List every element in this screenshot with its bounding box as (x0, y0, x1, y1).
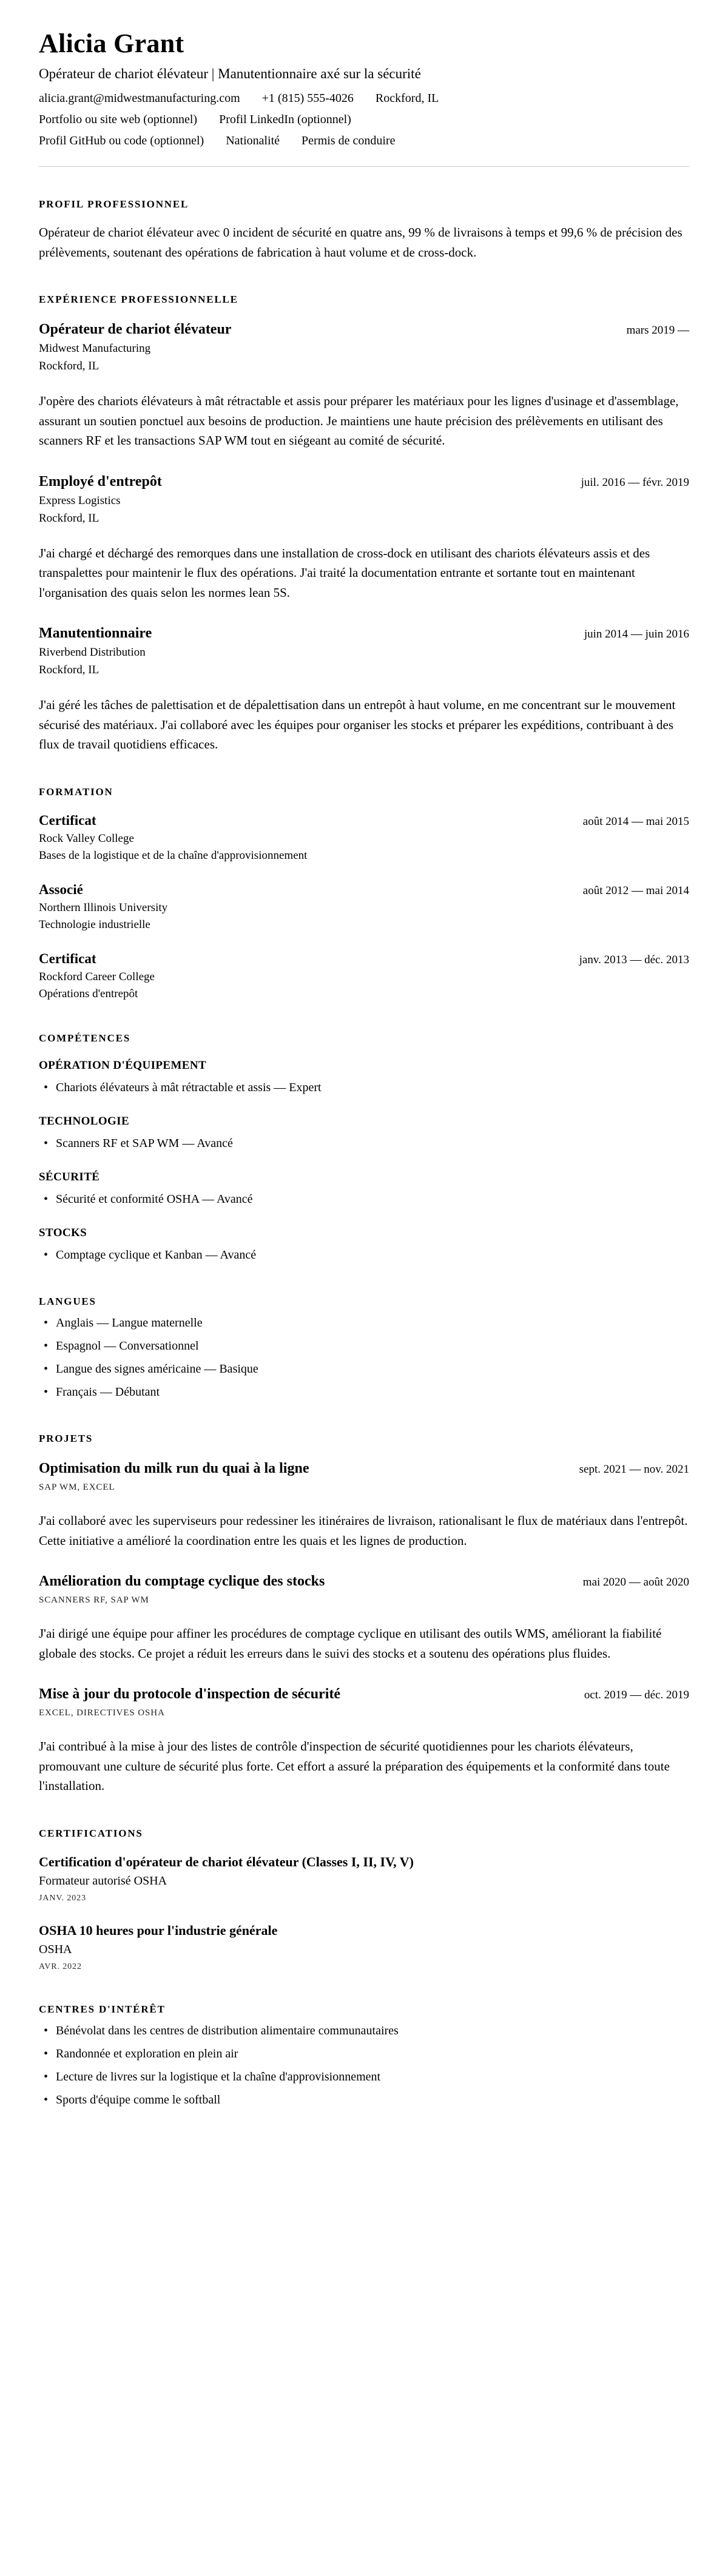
contact-location: Rockford, IL (375, 92, 439, 105)
education-entry-head (39, 813, 689, 829)
skill-category: SÉCURITÉ (39, 1171, 100, 1184)
job-location: Rockford, IL (39, 511, 99, 525)
education-entry-head (39, 951, 689, 967)
section-heading-languages: LANGUES (39, 1296, 96, 1308)
skill-category: TECHNOLOGIE (39, 1115, 130, 1128)
field-of-study: Opérations d'entrepôt (39, 987, 138, 1001)
experience-entry (39, 474, 689, 603)
skill-list (39, 1078, 689, 1097)
education-entry (39, 813, 689, 863)
contact-nationality: Nationalité (226, 134, 280, 147)
section-certifications (39, 1828, 689, 1972)
education-dates: août 2014 — mai 2015 (582, 815, 689, 829)
project-dates: oct. 2019 — déc. 2019 (584, 1689, 689, 1702)
job-title: Opérateur de chariot élévateur (39, 321, 232, 338)
certification-name: OSHA 10 heures pour l'industrie générale (39, 1922, 278, 1938)
interest-item: • Lecture de livres sur la logistique et la chaîne d'approvisionnement (39, 2068, 689, 2086)
contact-github: Profil GitHub ou code (optionnel) (39, 134, 204, 147)
section-projects (39, 1433, 689, 1796)
job-description: J'ai géré les tâches de palettisation et de dépalettisation dans un entrepôt à haut volume, en me concentrant sur le mouvement sécurisé des matériaux. J'ai collaboré avec les équipes pour organiser les stocks et préparer les expéditions, contribuant à des flux de travail quotidiens efficaces. (39, 698, 676, 752)
job-company: Express Logistics (39, 494, 121, 507)
project-title: Optimisation du milk run du quai à la ligne (39, 1461, 309, 1477)
degree-name: Associé (39, 882, 83, 898)
candidate-title: Opérateur de chariot élévateur | Manutentionnaire axé sur la sécurité (39, 66, 421, 81)
job-location: Rockford, IL (39, 664, 99, 677)
experience-entry-head (39, 474, 689, 490)
section-profile (39, 198, 689, 262)
contact-portfolio: Portfolio ou site web (optionnel) (39, 113, 198, 126)
skill-item: • Sécurité et conformité OSHA — Avancé (39, 1190, 689, 1208)
project-entry-head (39, 1573, 689, 1590)
certification-date: JANV. 2023 (39, 1893, 86, 1903)
language-list (39, 1314, 689, 1401)
project-dates: sept. 2021 — nov. 2021 (579, 1463, 689, 1476)
contact-row-1 (39, 92, 689, 106)
section-heading-education: FORMATION (39, 786, 113, 798)
certification-name: Certification d'opérateur de chariot élévateur (Classes I, II, IV, V) (39, 1854, 414, 1869)
skill-group (39, 1115, 689, 1152)
project-entry-head (39, 1461, 689, 1477)
school-name: Rockford Career College (39, 970, 155, 984)
section-heading-certifications: CERTIFICATIONS (39, 1827, 143, 1839)
language-item: • Anglais — Langue maternelle (39, 1314, 689, 1332)
project-title: Mise à jour du protocole d'inspection de sécurité (39, 1686, 341, 1703)
certification-date: AVR. 2022 (39, 1962, 82, 1971)
contact-row-2 (39, 113, 689, 127)
profile-text: Opérateur de chariot élévateur avec 0 incident de sécurité en quatre ans, 99 % de livraisons à temps et 99,6 % de précision des prélèvements, soutenant des opérations de fabrication à haut volume et de cross-dock. (39, 225, 682, 260)
certification-issuer: Formateur autorisé OSHA (39, 1874, 167, 1888)
skill-group (39, 1059, 689, 1097)
project-tools: SAP WM, EXCEL (39, 1482, 115, 1493)
job-company: Riverbend Distribution (39, 646, 146, 659)
section-education (39, 786, 689, 1001)
experience-entry (39, 321, 689, 451)
job-description: J'opère des chariots élévateurs à mât rétractable et assis pour préparer les matériaux pour les lignes d'usinage et d'assemblage, assurant un soutien ponctuel aux besoins de production. Je maintiens une haute précision des prélèvements en utilisant des scanners RF et les transactions SAP WM tout en siégeant au comité de sécurité. (39, 394, 679, 448)
job-title: Manutentionnaire (39, 625, 152, 642)
candidate-name: Alicia Grant (39, 29, 184, 58)
skill-item: • Comptage cyclique et Kanban — Avancé (39, 1246, 689, 1264)
project-tools: SCANNERS RF, SAP WM (39, 1595, 149, 1606)
education-dates: janv. 2013 — déc. 2013 (579, 953, 689, 967)
certification-entry (39, 1854, 689, 1903)
interest-list (39, 2022, 689, 2109)
section-interests (39, 2003, 689, 2109)
skill-category: OPÉRATION D'ÉQUIPEMENT (39, 1059, 207, 1072)
skill-list (39, 1134, 689, 1152)
job-company: Midwest Manufacturing (39, 342, 151, 355)
job-location: Rockford, IL (39, 360, 99, 373)
project-description: J'ai contribué à la mise à jour des listes de contrôle d'inspection de sécurité quotidiennes pour les chariots élévateurs, promouvant une culture de sécurité plus forte. Cet effort a assuré la préparation des équipements et la conformité dans toute l'installation. (39, 1739, 670, 1794)
language-item: • Français — Débutant (39, 1383, 689, 1401)
project-tools: EXCEL, DIRECTIVES OSHA (39, 1708, 165, 1718)
education-entry (39, 951, 689, 1001)
job-dates: juil. 2016 — févr. 2019 (581, 476, 689, 489)
project-title: Amélioration du comptage cyclique des stocks (39, 1573, 325, 1590)
certification-entry (39, 1923, 689, 1972)
project-entry (39, 1573, 689, 1663)
school-name: Rock Valley College (39, 832, 134, 846)
skill-group (39, 1226, 689, 1264)
section-heading-profile: PROFIL PROFESSIONNEL (39, 198, 189, 210)
contact-driving-license: Permis de conduire (302, 134, 396, 147)
job-dates: juin 2014 — juin 2016 (584, 628, 689, 641)
school-name: Northern Illinois University (39, 901, 168, 915)
section-languages (39, 1296, 689, 1401)
experience-entry (39, 625, 689, 755)
project-description: J'ai collaboré avec les superviseurs pour redessiner les itinéraires de livraison, rationalisant le flux de matériaux dans l'entrepôt. Cette initiative a amélioré la coordination entre les quais et les lignes de production. (39, 1513, 688, 1548)
contact-row-3 (39, 134, 689, 148)
section-heading-experience: EXPÉRIENCE PROFESSIONNELLE (39, 294, 238, 306)
language-item: • Espagnol — Conversationnel (39, 1337, 689, 1355)
skill-item: • Chariots élévateurs à mât rétractable et assis — Expert (39, 1078, 689, 1097)
degree-name: Certificat (39, 813, 96, 829)
field-of-study: Technologie industrielle (39, 918, 150, 932)
skill-list (39, 1190, 689, 1208)
language-item: • Langue des signes américaine — Basique (39, 1360, 689, 1378)
section-heading-interests: CENTRES D'INTÉRÊT (39, 2003, 166, 2015)
project-dates: mai 2020 — août 2020 (582, 1576, 689, 1589)
project-description: J'ai dirigé une équipe pour affiner les procédures de comptage cyclique en utilisant des outils WMS, améliorant la fiabilité globale des stocks. Ce projet a réduit les erreurs dans le suivi des stocks et a soutenu des opérations plus fluides. (39, 1626, 662, 1661)
section-heading-skills: COMPÉTENCES (39, 1032, 131, 1044)
field-of-study: Bases de la logistique et de la chaîne d'approvisionnement (39, 849, 308, 863)
section-skills (39, 1032, 689, 1264)
project-entry-head (39, 1686, 689, 1703)
project-entry (39, 1461, 689, 1550)
job-description: J'ai chargé et déchargé des remorques dans une installation de cross-dock en utilisant des chariots élévateurs assis et des transpalettes pour maintenir le flux des opérations. J'ai traité la documentation entrante et sortante tout en maintenant l'organisation des quais selon les normes lean 5S. (39, 545, 650, 600)
contact-phone: +1 (815) 555-4026 (261, 92, 354, 105)
skill-item: • Scanners RF et SAP WM — Avancé (39, 1134, 689, 1152)
interest-item: • Bénévolat dans les centres de distribution alimentaire communautaires (39, 2022, 689, 2040)
education-dates: août 2012 — mai 2014 (582, 884, 689, 898)
skill-group (39, 1171, 689, 1208)
project-entry (39, 1686, 689, 1796)
experience-entry-head (39, 321, 689, 338)
section-experience (39, 294, 689, 755)
education-entry (39, 882, 689, 932)
job-title: Employé d'entrepôt (39, 473, 162, 489)
header-divider (39, 166, 689, 167)
interest-item: • Randonnée et exploration en plein air (39, 2045, 689, 2063)
skill-list (39, 1246, 689, 1264)
section-heading-projects: PROJETS (39, 1433, 93, 1445)
certification-issuer: OSHA (39, 1942, 72, 1956)
contact-linkedin: Profil LinkedIn (optionnel) (219, 113, 351, 126)
experience-entry-head (39, 625, 689, 642)
contact-email: alicia.grant@midwestmanufacturing.com (39, 92, 240, 105)
skill-category: STOCKS (39, 1226, 87, 1240)
job-dates: mars 2019 — (626, 324, 689, 337)
interest-item: • Sports d'équipe comme le softball (39, 2091, 689, 2109)
education-entry-head (39, 882, 689, 898)
degree-name: Certificat (39, 951, 96, 967)
resume-header (39, 28, 689, 167)
